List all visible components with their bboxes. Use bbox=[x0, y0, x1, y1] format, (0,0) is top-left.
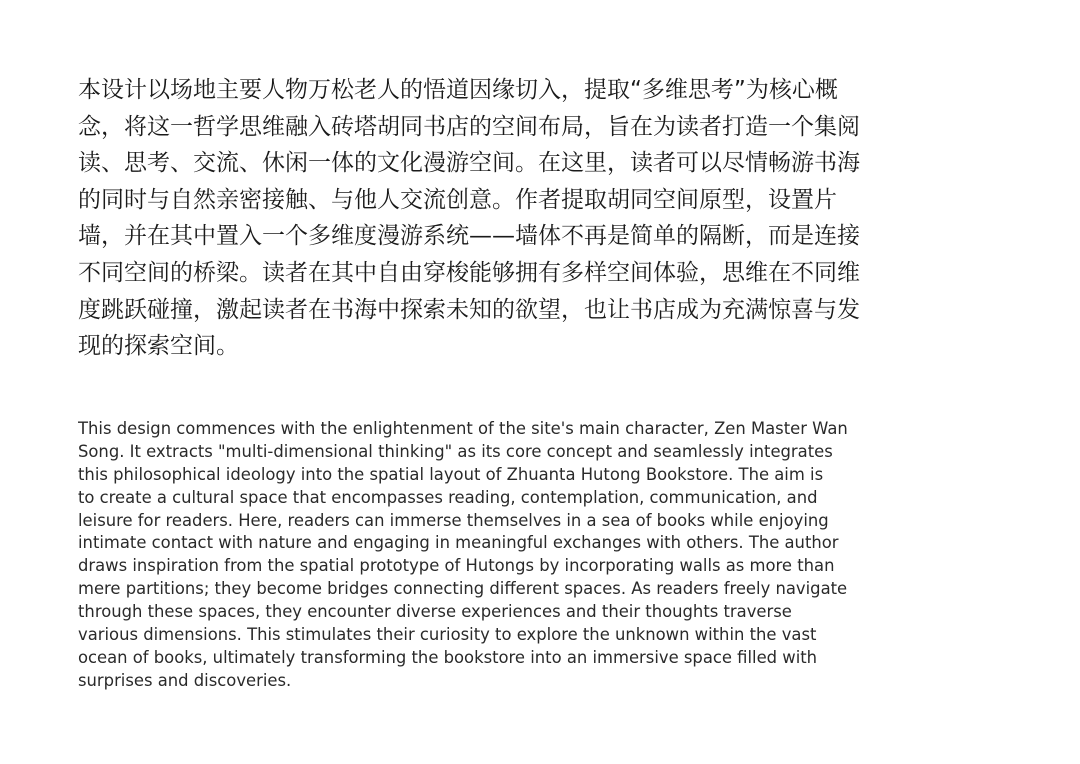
english-text-line: intimate contact with nature and engaging in meaningful exchanges with others. The author bbox=[78, 533, 839, 553]
english-description-paragraph bbox=[78, 418, 1008, 693]
english-text-line: ocean of books, ultimately transforming the bookstore into an immersive space filled with bbox=[78, 647, 818, 667]
english-text-line: surprises and discoveries. bbox=[78, 670, 292, 690]
chinese-text-line: 的同时与自然亲密接触、与他人交流创意。作者提取胡同空间原型，设置片 bbox=[78, 186, 837, 213]
chinese-text-line: 墙，并在其中置入一个多维度漫游系统——墙体不再是简单的隔断，而是连接 bbox=[78, 223, 860, 250]
english-text-line: This design commences with the enlightenment of the site's main character, Zen Master Wan bbox=[78, 419, 848, 438]
english-text-line: through these spaces, they encounter diverse experiences and their thoughts traverse bbox=[78, 602, 792, 622]
chinese-text-line: 现的探索空间。 bbox=[78, 333, 239, 360]
english-text-line: various dimensions. This stimulates their curiosity to explore the unknown within the vast bbox=[78, 625, 817, 645]
english-text-line: leisure for readers. Here, readers can immerse themselves in a sea of books while enjoying bbox=[78, 510, 829, 530]
chinese-text-line: 本设计以场地主要人物万松老人的悟道因缘切入，提取“多维思考”为核心概 bbox=[78, 77, 838, 103]
chinese-text-line: 念，将这一哲学思维融入砖塔胡同书店的空间布局，旨在为读者打造一个集阅 bbox=[78, 113, 860, 140]
english-text-line: to create a cultural space that encompasses reading, contemplation, communication, and bbox=[78, 487, 818, 507]
english-text-line: this philosophical ideology into the spatial layout of Zhuanta Hutong Bookstore. The aim is bbox=[78, 464, 824, 484]
chinese-text-line: 不同空间的桥梁。读者在其中自由穿梭能够拥有多样空间体验，思维在不同维 bbox=[78, 259, 860, 286]
chinese-text-line: 读、思考、交流、休闲一体的文化漫游空间。在这里，读者可以尽情畅游书海 bbox=[78, 150, 860, 177]
document-page bbox=[78, 72, 1008, 690]
chinese-text-line: 度跳跃碰撞，激起读者在书海中探索未知的欲望，也让书店成为充满惊喜与发 bbox=[78, 296, 860, 323]
chinese-description-paragraph bbox=[78, 72, 1008, 365]
english-text-line: draws inspiration from the spatial prototype of Hutongs by incorporating walls as more than bbox=[78, 556, 835, 576]
english-text-line: Song. It extracts "multi-dimensional thinking" as its core concept and seamlessly integrates bbox=[78, 441, 833, 461]
english-text-line: mere partitions; they become bridges connecting different spaces. As readers freely navigate bbox=[78, 579, 848, 599]
